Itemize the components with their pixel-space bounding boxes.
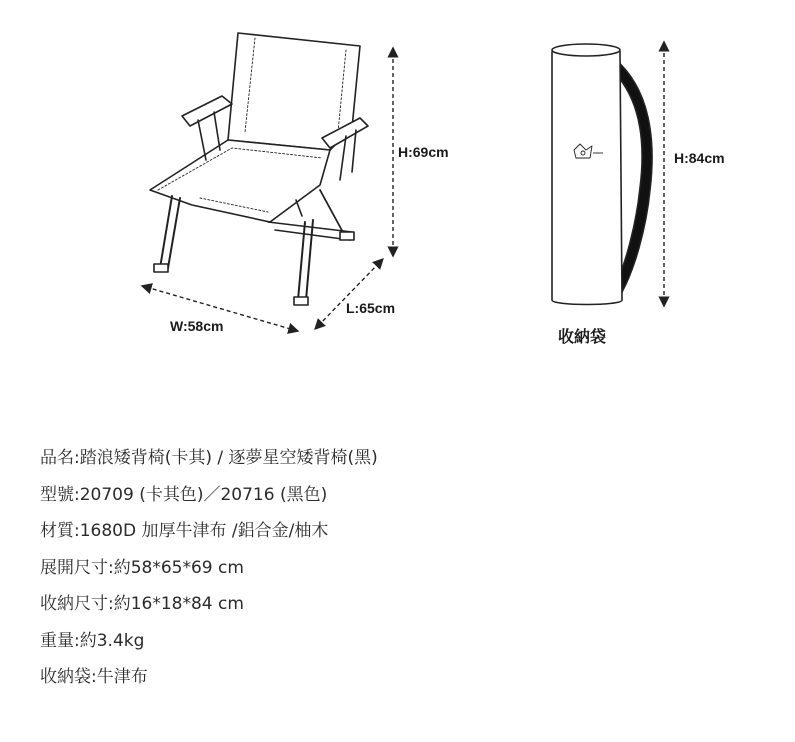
storage-bag-illustration (552, 44, 652, 305)
chair-width-label: W:58cm (170, 318, 224, 334)
spec-product-name: 品名:踏浪矮背椅(卡其) / 逐夢星空矮背椅(黑) (40, 448, 378, 468)
bag-height-label: H:84cm (674, 150, 725, 166)
figure-drawing (0, 0, 795, 360)
product-spec-list (40, 440, 378, 696)
spec-model-number: 型號:20709 (卡其色)／20716 (黑色) (40, 484, 328, 505)
storage-bag-caption: 收納袋 (558, 329, 607, 346)
spec-folded-size: 收納尺寸:約16*18*84 cm (40, 594, 244, 614)
chair-height-label: H:69cm (398, 144, 449, 160)
product-dimension-figure (0, 0, 795, 360)
chair-length-label: L:65cm (346, 300, 396, 316)
chair-illustration (150, 33, 368, 305)
spec-material: 材質:1680D 加厚牛津布 /鋁合金/柚木 (40, 521, 329, 541)
spec-unfolded-size: 展開尺寸:約58*65*69 cm (40, 557, 244, 578)
spec-bag-material: 收納袋:牛津布 (40, 667, 148, 687)
spec-weight: 重量:約3.4kg (40, 630, 145, 651)
